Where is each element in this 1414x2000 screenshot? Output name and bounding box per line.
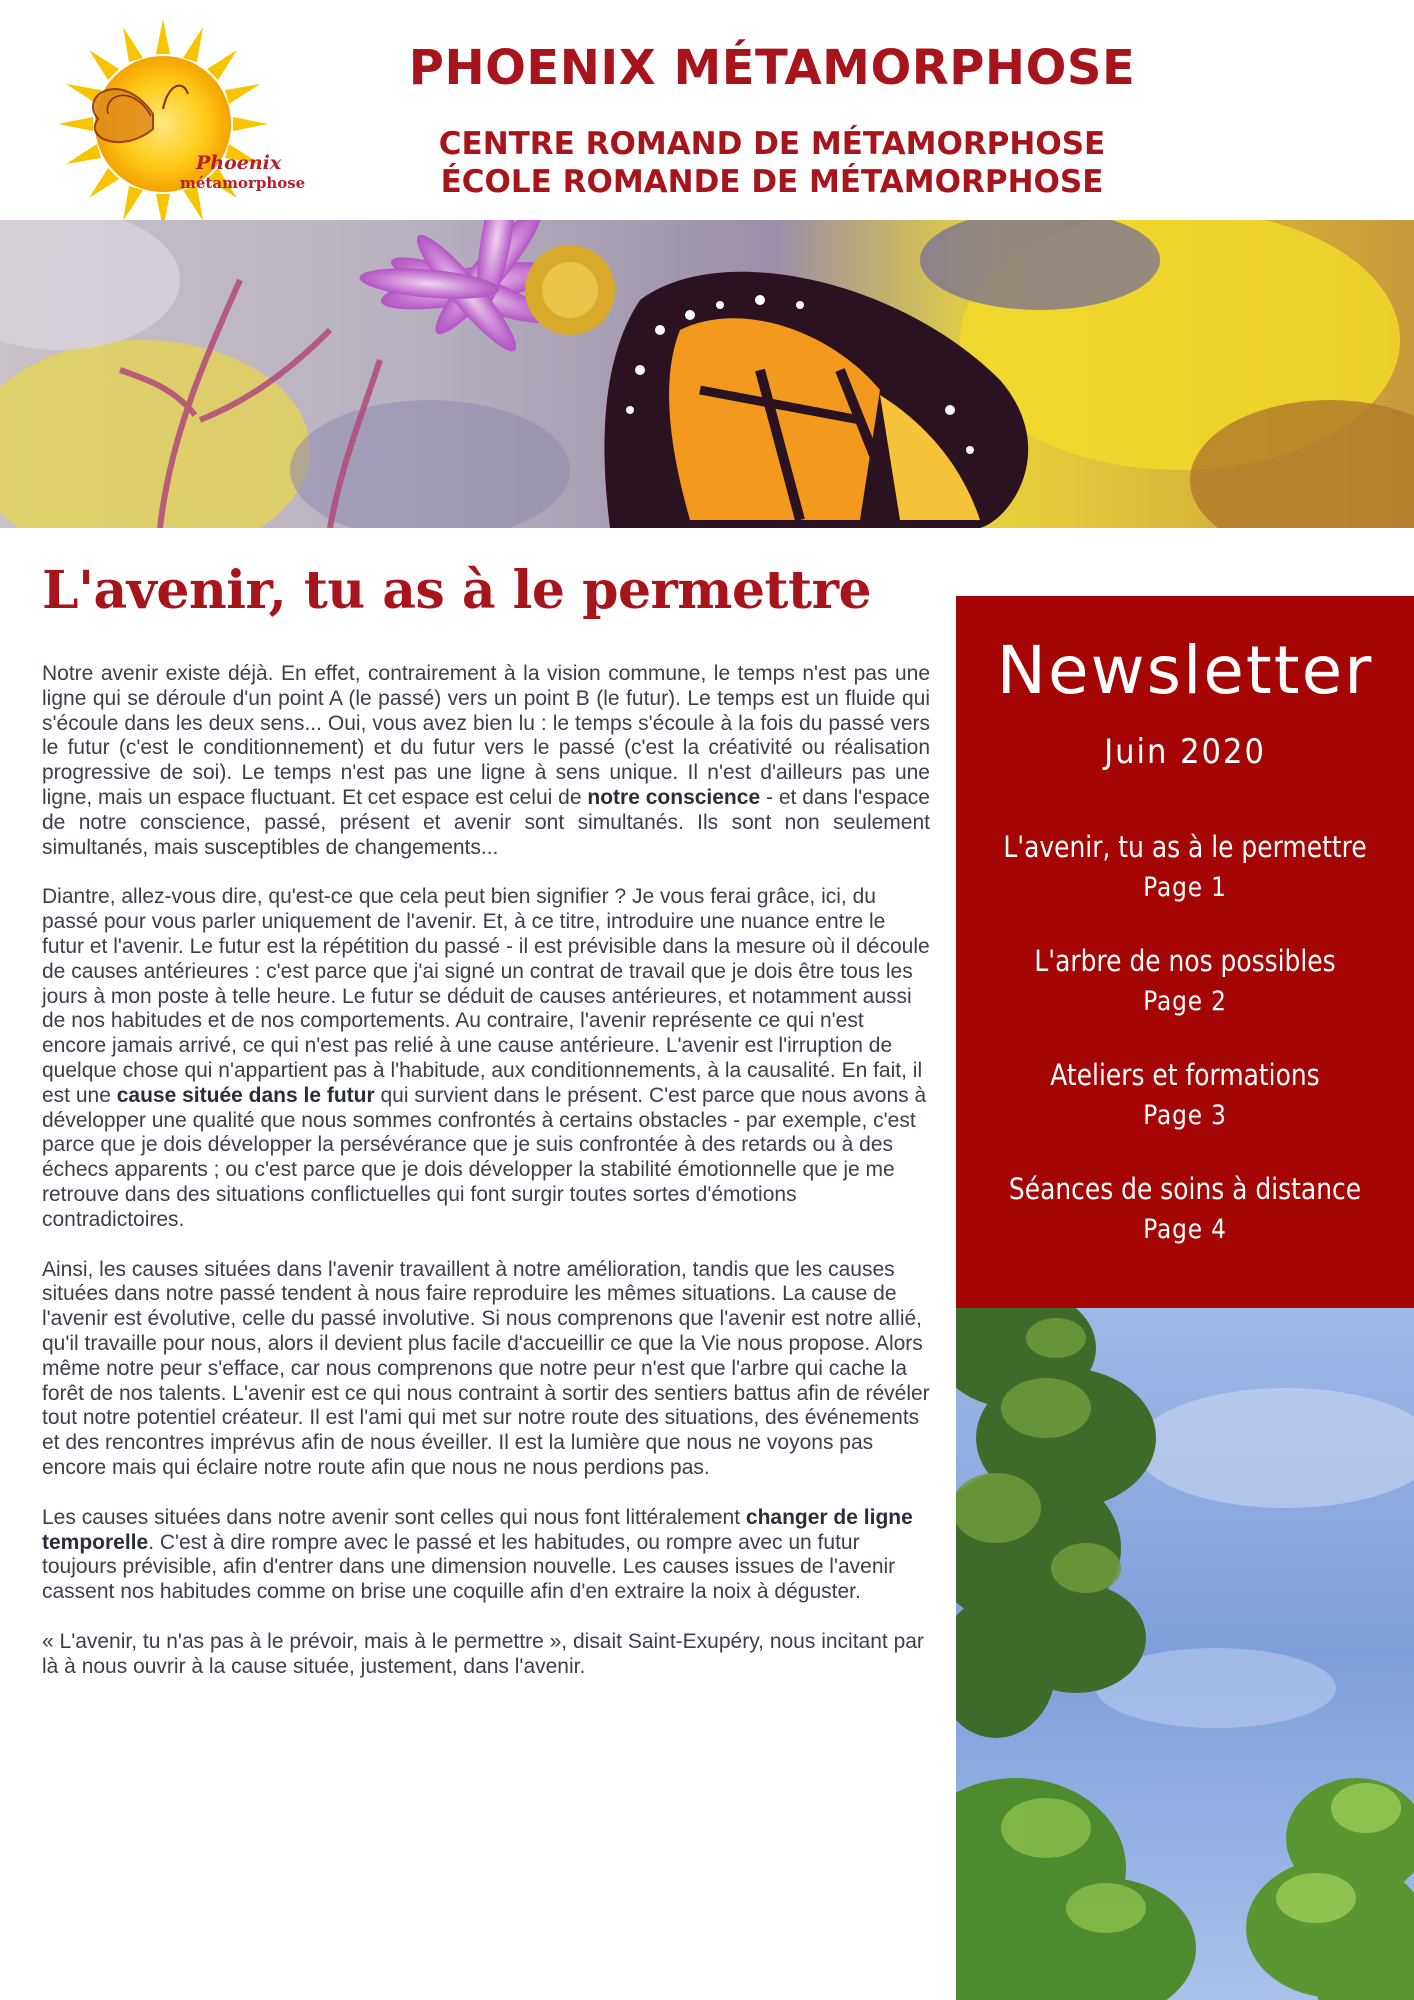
newsletter-date: Juin 2020: [1104, 732, 1266, 772]
org-subtitle-ecole: ÉCOLE ROMANDE DE MÉTAMORPHOSE: [440, 164, 1104, 200]
toc-item-title: Ateliers et formations: [1050, 1058, 1320, 1092]
butterfly-banner-image: [0, 220, 1414, 528]
article-paragraph-1: Notre avenir existe déjà. En effet, contrairement à la vision commune, le temps n'est pas une ligne qui se déroule d'un point A (le passé) vers un point B (le futur). Le temps est un fluide qui s'écoule dans les deux sens... Oui, vous avez bien lu : le temps s'écoule à la fois du passé vers le futur (c'est le conditionnement) et du futur vers le passé (c'est la créativité ou réalisation progressive de soi). Le temps n'est pas une ligne à sens unique. Il n'est d'ailleurs pas une ligne, mais un espace fluctuant. Et cet espace est celui de notre conscience - et dans l'espace de notre conscience, passé, présent et avenir sont simultanés. Ils sont non seulement simultanés, mais susceptibles de changements...: [42, 662, 930, 859]
toc-item[interactable]: [956, 1168, 1414, 1282]
toc-item-page: Page 2: [1143, 986, 1227, 1017]
bold-notre-conscience: notre conscience: [587, 785, 761, 809]
toc-item-title: L'arbre de nos possibles: [1034, 944, 1336, 978]
toc-item[interactable]: [956, 1054, 1414, 1168]
trees-sky-photo: [956, 1308, 1414, 2000]
header: [0, 0, 1414, 220]
article-paragraph-5: « L'avenir, tu n'as pas à le prévoir, mais à le permettre », disait Saint-Exupéry, nous incitant par là à nous ouvrir à la cause située, justement, dans l'avenir.: [42, 1629, 924, 1678]
logo-subtext: métamorphose: [180, 174, 306, 192]
bold-ligne-temporelle: changer de ligne temporelle: [42, 1505, 913, 1554]
article-paragraph-3: Ainsi, les causes situées dans l'avenir travaillent à notre amélioration, tandis que les causes situées dans notre passé tendent à nous faire reproduire les mêmes situations. La cause de l'avenir est évolutive, celle du passé involutive. Si nous comprenons que l'avenir est notre allié, qu'il travaille pour nous, alors il devient plus facile d'accueillir ce que la Vie nous propose. Alors même notre peur s'efface, car nous comprenons que notre peur n'est que l'arbre qui cache la forêt de nos talents. L'avenir est ce qui nous contraint à sortir des sentiers battus afin de révéler tout notre potentiel créateur. Il est l'ami qui met sur notre route des situations, des événements et des rencontres imprévus afin de nous éveiller. Il est la lumière que nous ne voyons pas encore mais qui éclaire notre route afin que nous ne nous perdions pas.: [42, 1257, 930, 1479]
article-title: L'avenir, tu as à le permettre: [42, 560, 872, 621]
logo-text: Phoenix: [196, 152, 282, 174]
newsletter-sidebar: [956, 596, 1414, 1308]
toc-item-page: Page 4: [1143, 1214, 1227, 1245]
org-subtitle-centre: CENTRE ROMAND DE MÉTAMORPHOSE: [438, 126, 1106, 162]
toc-item[interactable]: [956, 826, 1414, 940]
toc-item-page: Page 1: [1143, 872, 1227, 903]
toc-item-title: L'avenir, tu as à le permettre: [1003, 830, 1367, 864]
toc-item-title: Séances de soins à distance: [1008, 1172, 1362, 1206]
toc-item[interactable]: [956, 940, 1414, 1054]
article-body: [42, 662, 930, 1704]
table-of-contents: [956, 826, 1414, 1282]
article-paragraph-4: Les causes situées dans notre avenir sont celles qui nous font littéralement changer de ligne temporelle. C'est à dire rompre avec le passé et les habitudes, ou rompre avec un futur toujours prévisible, afin d'entrer dans une dimension nouvelle. Les causes issues de l'avenir cassent nos habitudes comme on brise une coquille afin d'en extraire la noix à déguster.: [42, 1505, 913, 1604]
article-paragraph-2: Diantre, allez-vous dire, qu'est-ce que cela peut bien signifier ? Je vous ferai grâce, ici, du passé pour vous parler uniquement de l'avenir. Et, à ce titre, introduire une nuance entre le futur et l'avenir. Le futur est la répétition du passé - il est prévisible dans la mesure où il découle de causes antérieures : c'est parce que j'ai signé un contrat de travail que je dois être tous les jours à mon poste à telle heure. Le futur se déduit de causes antérieures, et notamment aussi de nos habitudes et de nos comportements. Au contraire, l'avenir représente ce qui n'est encore jamais arrivé, ce qui n'est pas relié à une cause antérieure. L'avenir est l'irruption de quelque chose qui n'appartient pas à l'habitude, aux conditionnements, à la causalité. En fait, il est une cause située dans le futur qui survient dans le présent. C'est parce que nous avons à développer une qualité que nous sommes confrontés à certains obstacles - par exemple, c'est parce que je dois développer la persévérance que je suis confrontée à des retards ou à des échecs apparents ; ou c'est parce que je dois développer la stabilité émotionnelle que je me retrouve dans des situations conflictuelles qui font surgir toutes sortes d'émotions contradictoires.: [42, 885, 930, 1231]
org-title: PHOENIX MÉTAMORPHOSE: [408, 40, 1136, 96]
bold-cause-futur: cause située dans le futur: [116, 1083, 375, 1107]
newsletter-title: Newsletter: [996, 632, 1374, 709]
toc-item-page: Page 3: [1143, 1100, 1227, 1131]
